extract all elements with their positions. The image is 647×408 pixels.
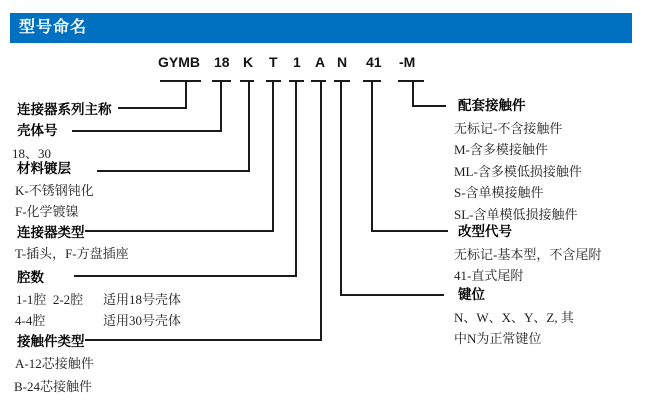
stem-series [185,80,187,109]
link-contact [85,339,322,341]
option-shell-sizes: 18、30 [12,146,52,161]
label-type-title: 连接器类型 [17,225,85,240]
label-cavity-title: 腔数 [17,270,44,285]
stem-mating [412,80,414,107]
option-keying-line1: N、W、X、Y、Z, 其 [454,310,574,325]
stem-shell [220,80,222,132]
tick-contact [311,80,326,82]
code-segment-mating: -M [399,54,416,70]
option-contact-a: A-12芯接触件 [15,356,94,371]
section-header-bar [10,13,632,43]
link-mating [412,105,446,107]
option-type-tf: T-插头，F-方盘插座 [15,246,129,261]
link-plating [97,170,250,172]
label-plating-title: 材料镀层 [17,161,71,176]
tick-series [160,80,201,82]
stem-type [272,80,274,232]
label-mating-title: 配套接触件 [458,98,526,113]
label-variant-title: 改型代号 [458,224,512,239]
option-mating-s: S-含单模接触件 [454,185,544,200]
tick-keying [334,80,350,82]
code-segment-shell: 18 [214,54,230,70]
option-cavity-row2-codes: 4-4腔 [15,313,46,328]
code-segment-type: T [269,54,278,70]
stem-plating [248,80,250,172]
option-contact-b: B-24芯接触件 [14,379,93,394]
label-shell-title: 壳体号 [17,123,58,138]
option-variant-41: 41-直式尾附 [454,268,524,283]
code-segment-cavity: 1 [293,54,301,70]
option-cavity-row1-note: 适用18号壳体 [103,292,182,307]
stem-cavity [295,80,297,277]
code-segment-keying: N [337,54,348,70]
option-mating-m: M-含多模接触件 [454,142,548,157]
tick-mating [398,80,424,82]
link-cavity [74,275,297,277]
tick-plating [240,80,254,82]
option-cavity-row1-codes: 1-1腔 2-2腔 [16,292,84,307]
option-mating-none: 无标记-不含接触件 [454,121,563,136]
option-mating-ml: ML-含多模低损接触件 [454,164,582,179]
option-variant-none: 无标记-基本型，不含尾附 [454,247,602,262]
stem-keying [340,80,342,296]
stem-variant [371,80,373,232]
option-mating-sl: SL-含单模低损接触件 [454,207,578,222]
code-segment-plating: K [243,54,254,70]
link-keying [340,294,444,296]
code-segment-variant: 41 [366,54,382,70]
option-plating-f: F-化学镀镍 [15,204,79,219]
option-keying-line2: 中N为正常键位 [454,331,542,346]
section-title: 型号命名 [19,19,88,36]
label-keying-title: 键位 [458,287,485,302]
code-segment-series: GYMB [158,54,200,70]
link-variant [371,230,448,232]
link-type [85,230,274,232]
option-plating-k: K-不锈钢钝化 [15,183,94,198]
code-segment-contact: A [315,54,326,70]
option-cavity-row2-note: 适用30号壳体 [103,313,182,328]
link-shell [72,130,222,132]
link-series [118,107,187,109]
label-contact-title: 接触件类型 [17,334,85,349]
stem-contact [320,80,322,341]
label-series-title: 连接器系列主称 [17,102,112,117]
